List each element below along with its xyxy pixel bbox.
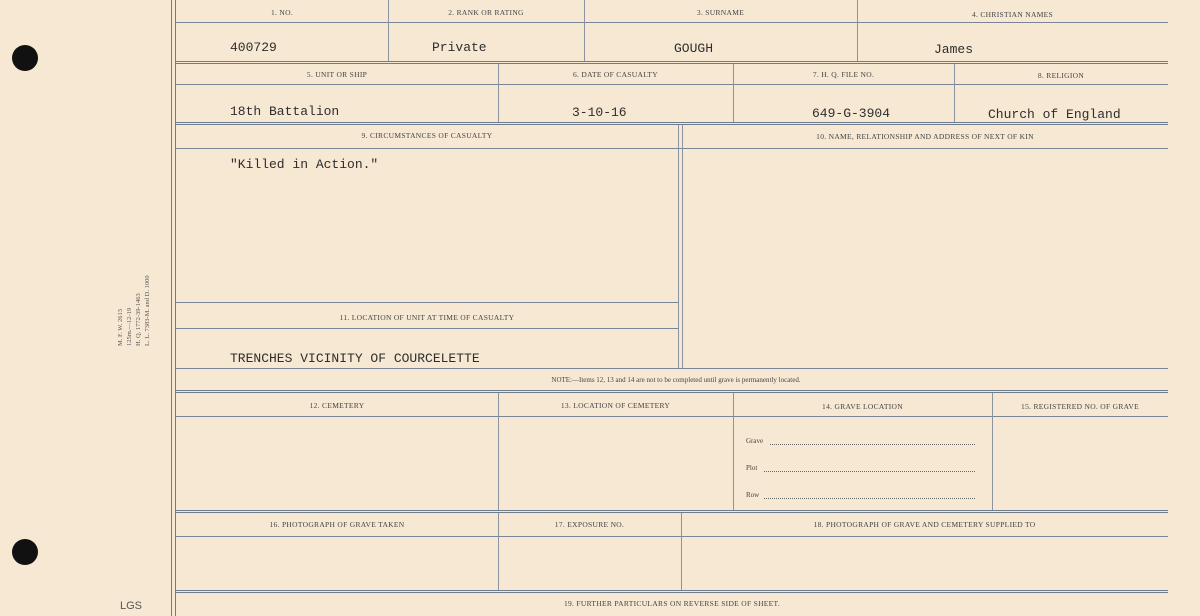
stamp-line: 125m.—12-19 — [126, 307, 133, 346]
no-value: 400729 — [230, 40, 277, 55]
plot-field-line[interactable] — [764, 471, 975, 472]
binder-hole-bottom — [12, 539, 38, 565]
surname-label: 3. SURNAME — [696, 8, 745, 17]
row-field-label: Row — [746, 491, 760, 499]
grave-field-label: Grave — [746, 437, 764, 445]
circumstances-label: 9. CIRCUMSTANCES OF CASUALTY — [361, 131, 493, 140]
stamp-line: L. L. 7383-M. and D. 1000 — [144, 275, 151, 346]
hq-file-label: 7. H. Q. FILE NO. — [812, 70, 875, 79]
divider — [176, 22, 1168, 23]
unit-label: 5. UNIT OR SHIP — [306, 70, 368, 79]
grave-field-line[interactable] — [770, 444, 975, 445]
form-border — [171, 0, 172, 616]
hq-file-value: 649-G-3904 — [812, 106, 891, 121]
location-of-cemetery-label: 13. LOCATION OF CEMETERY — [560, 401, 671, 410]
exposure-no-label: 17. EXPOSURE NO. — [554, 520, 625, 529]
photo-supplied-label: 18. PHOTOGRAPH OF GRAVE AND CEMETERY SUPPLIED TO — [813, 520, 1036, 529]
cemetery-label: 12. CEMETERY — [309, 401, 365, 410]
plot-field-label: Plot — [746, 464, 758, 472]
location-of-unit-value: TRENCHES VICINITY OF COURCELETTE — [230, 351, 480, 366]
stamp-line: M. F. W. 2613 — [117, 308, 124, 346]
registered-no-label: 15. REGISTERED NO. OF GRAVE — [1021, 402, 1139, 411]
location-of-unit-label: 11. LOCATION OF UNIT AT TIME OF CASUALTY — [339, 313, 515, 322]
surname-value: GOUGH — [674, 41, 714, 56]
rank-value: Private — [432, 40, 487, 55]
row-field-line[interactable] — [764, 498, 975, 499]
date-label: 6. DATE OF CASUALTY — [572, 70, 658, 79]
binder-hole-top — [12, 45, 38, 71]
photo-taken-label: 16. PHOTOGRAPH OF GRAVE TAKEN — [269, 520, 405, 529]
initials: LGS — [120, 600, 143, 612]
unit-value: 18th Battalion — [230, 104, 340, 119]
divider — [176, 61, 1168, 64]
print-stamp — [116, 275, 152, 346]
stamp-line: H. Q. 1772-39-1463 — [135, 293, 142, 346]
note-text: NOTE:—Items 12, 13 and 14 are not to be completed until grave is permanently located. — [551, 376, 801, 384]
religion-label: 8. RELIGION — [1037, 71, 1085, 80]
grave-location-label: 14. GRAVE LOCATION — [822, 402, 903, 411]
rank-label: 2. RANK OR RATING — [448, 8, 524, 17]
date-value: 3-10-16 — [572, 105, 627, 120]
further-particulars-label: 19. FURTHER PARTICULARS ON REVERSE SIDE OF SHEET. — [563, 599, 781, 608]
religion-value: Church of England — [988, 107, 1121, 122]
christian-names-label: 4. CHRISTIAN NAMES — [971, 10, 1054, 19]
christian-names-value: James — [934, 42, 974, 57]
next-of-kin-label: 10. NAME, RELATIONSHIP AND ADDRESS OF NEXT OF KIN — [816, 132, 1034, 141]
circumstances-value: "Killed in Action." — [230, 157, 379, 172]
no-label: 1. NO. — [270, 8, 293, 17]
